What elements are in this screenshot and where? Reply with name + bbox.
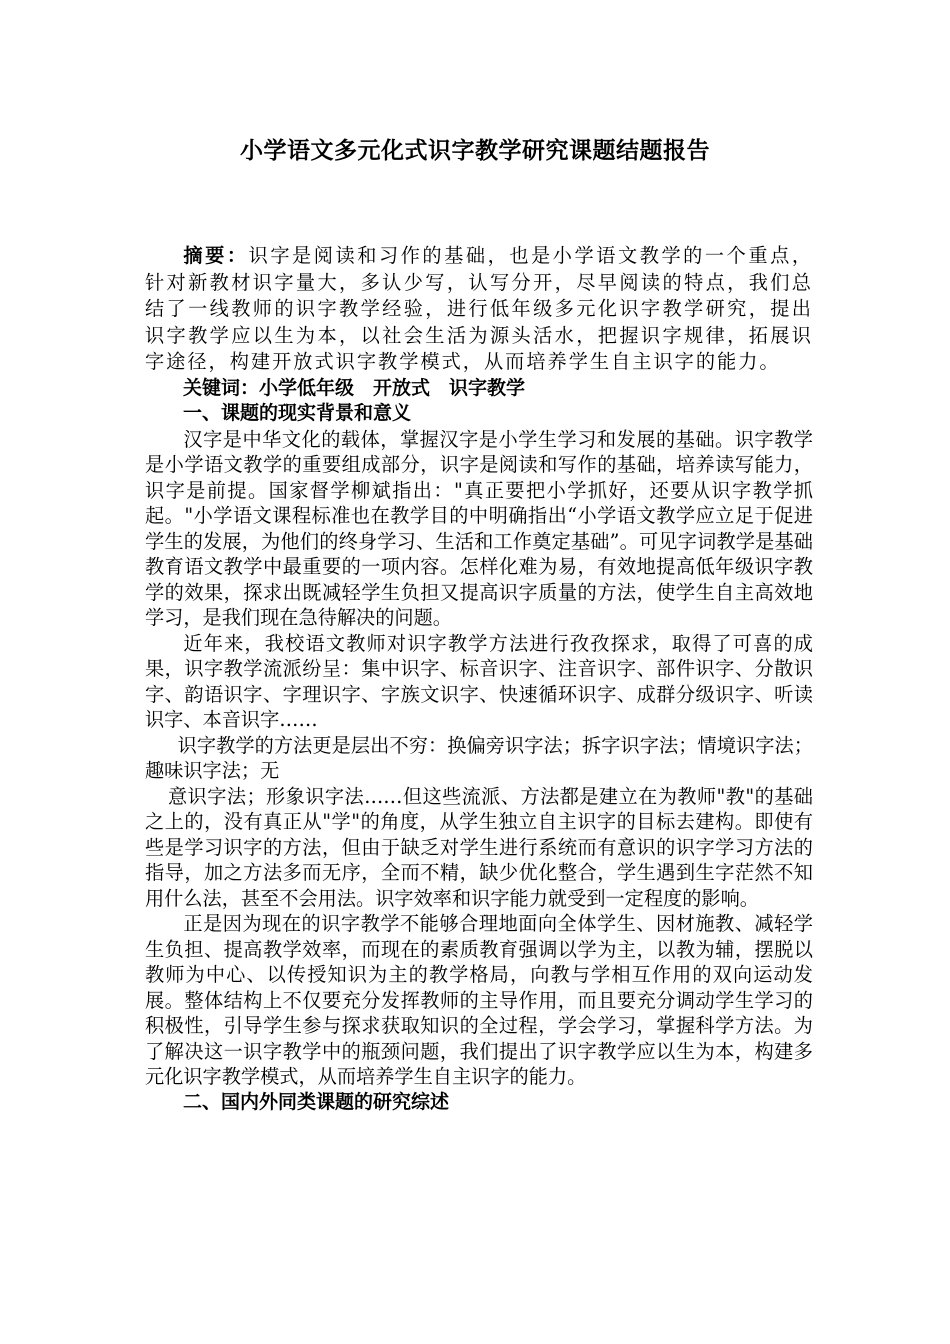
section1-paragraph-3: 识字教学的方法更是层出不穷：换偏旁识字法；拆字识字法；情境识字法；趣味识字法；无 — [145, 733, 813, 782]
section1-paragraph-1: 汉字是中华文化的载体，掌握汉字是小学生学习和发展的基础。识字教学是小学语文教学的重要组成部分，识字是阅读和写作的基础，培养读写能力，识字是前提。国家督学柳斌指出："真正要把小学抓好，还要从识字教学抓起。"小学语文课程标准也在教学目的中明确指出“小学语文教学应立足于促进学生的发展，为他们的终身学习、生活和工作奠定基础”。可见字词教学是基础教育语文教学中最重要的一项内容。怎样化难为易，有效地提高低年级识字教学的效果，探求出既减轻学生负担又提高识字质量的方法，使学生自主高效地学习，是我们现在急待解决的问题。 — [145, 427, 813, 629]
keywords-line — [145, 376, 813, 402]
document-body — [145, 243, 813, 1115]
abstract-paragraph — [145, 243, 813, 376]
section1-paragraph-2: 近年来，我校语文教师对识字教学方法进行孜孜探求，取得了可喜的成果，识字教学流派纷呈：集中识字、标音识字、注音识字、部件识字、分散识字、韵语识字、字理识字、字族文识字、快速循环识字、成群分级识字、听读识字、本音识字…… — [145, 631, 813, 731]
keyword-item: 开放式 — [373, 376, 431, 399]
section1-paragraph-5: 正是因为现在的识字教学不能够合理地面向全体学生、因材施教、减轻学生负担、提高教学效率，而现在的素质教育强调以学为主，以教为辅，摆脱以教师为中心、以传授知识为主的教学格局，向教与学相互作用的双向运动发展。整体结构上不仅要充分发挥教师的主导作用，而且要充分调动学生学习的积极性，引导学生参与探求获取知识的全过程，学会学习，掌握科学方法。为了解决这一识字教学中的瓶颈问题，我们提出了识字教学应以生为本，构建多元化识字教学模式，从而培养学生自主识字的能力。 — [145, 912, 813, 1088]
abstract-label: 摘要： — [183, 244, 249, 267]
section1-paragraph-4: 意识字法；形象识字法……但这些流派、方法都是建立在为教师"教"的基础之上的，没有真正从"学"的角度，从学生独立自主识字的目标去建构。即使有些是学习识字的方法，但由于缺乏对学生进行系统而有意识的识字学习方法的指导，加之方法多而无序，全而不精，缺少优化整合，学生遇到生字茫然不知用什么法，甚至不会用法。识字效率和识字能力就受到一定程度的影响。 — [145, 784, 813, 910]
section-heading-2: 二、国内外同类课题的研究综述 — [183, 1090, 450, 1113]
keyword-item: 小学低年级 — [259, 376, 355, 399]
section-heading-1: 一、课题的现实背景和意义 — [183, 402, 412, 424]
abstract-text: 识字是阅读和习作的基础，也是小学语文教学的一个重点，针对新教材识字量大，多认少写，认写分开，尽早阅读的特点，我们总结了一线教师的识字教学经验，进行低年级多元化识字教学研究，提出识字教学应以生为本，以社会生活为源头活水，把握识字规律，拓展识字途径，构建开放式识字教学模式，从而培养学生自主识字的能力。 — [145, 244, 814, 373]
keywords-label: 关键词： — [183, 376, 260, 399]
document-title: 小学语文多元化式识字教学研究课题结题报告 — [240, 138, 710, 164]
keyword-item: 识字教学 — [449, 376, 526, 399]
